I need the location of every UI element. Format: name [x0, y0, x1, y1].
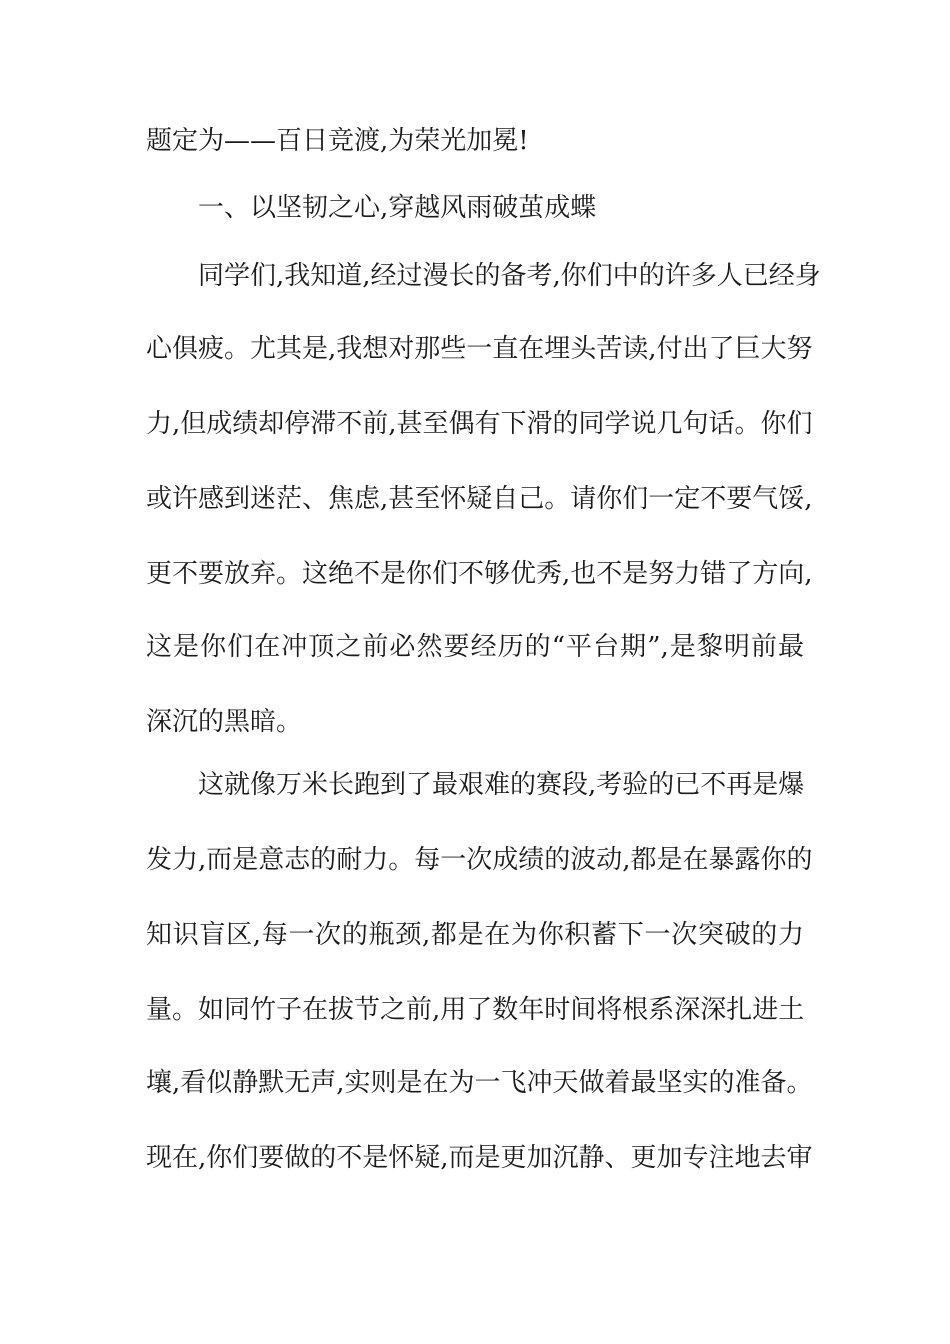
- paragraph-line: 这是你们在冲顶之前必然要经历的“平台期”,是黎明前最: [146, 632, 804, 662]
- paragraph-line: 更不要放弃。这绝不是你们不够优秀,也不是努力错了方向,: [146, 559, 813, 589]
- paragraph-line: 或许感到迷茫、焦虑,甚至怀疑自己。请你们一定不要气馁,: [146, 484, 813, 514]
- paragraph-line: 壤,看似静默无声,实则是在为一飞冲天做着最坚实的准备。: [146, 1068, 813, 1098]
- section-heading: 一、以坚韧之心,穿越风雨破茧成蝶: [198, 193, 597, 223]
- paragraph-line: 力,但成绩却停滞不前,甚至偶有下滑的同学说几句话。你们: [146, 409, 813, 439]
- paragraph-line: 这就像万米长跑到了最艰难的赛段,考验的已不再是爆: [198, 770, 805, 800]
- paragraph-line: 题定为——百日竞渡,为荣光加冕!: [146, 126, 529, 156]
- paragraph-line: 发力,而是意志的耐力。每一次成绩的波动,都是在暴露你的: [146, 845, 813, 875]
- paragraph-line: 心俱疲。尤其是,我想对那些一直在埋头苦读,付出了巨大努: [146, 334, 813, 364]
- paragraph-line: 同学们,我知道,经过漫长的备考,你们中的许多人已经身: [198, 261, 821, 291]
- paragraph-line: 深沉的黑暗。: [146, 707, 303, 737]
- paragraph-line: 量。如同竹子在拔节之前,用了数年时间将根系深深扎进土: [146, 995, 805, 1025]
- paragraph-line: 现在,你们要做的不是怀疑,而是更加沉静、更加专注地去审: [146, 1143, 813, 1173]
- paragraph-line: 知识盲区,每一次的瓶颈,都是在为你积蓄下一次突破的力: [146, 920, 804, 950]
